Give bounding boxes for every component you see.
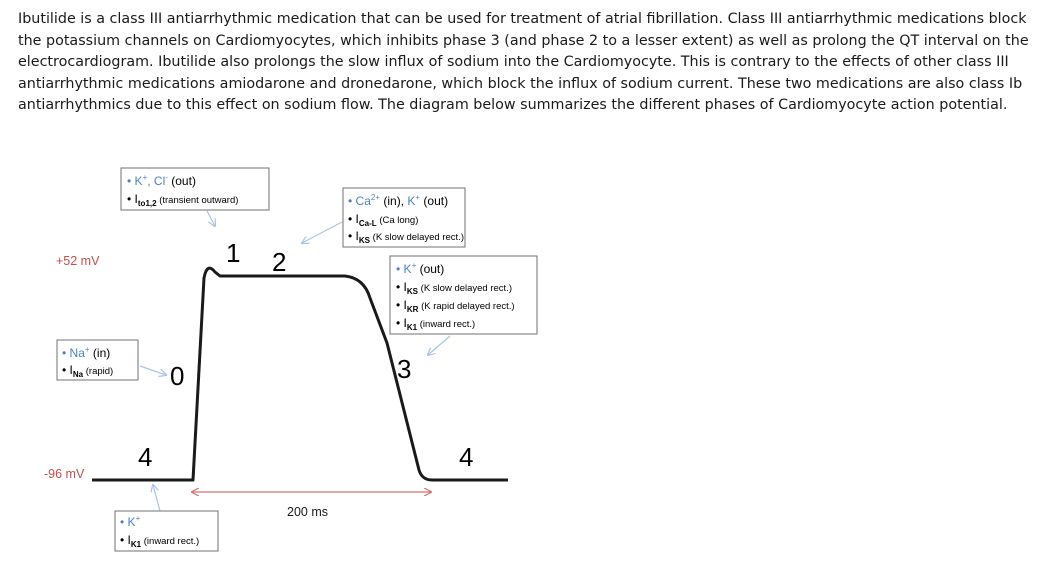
arrow-phase2 [302,222,342,243]
duration-label: 200 ms [287,505,328,519]
arrow-phase4 [153,485,160,511]
svg-text:• K+, Cl- (out): • K+, Cl- (out) [127,173,196,188]
svg-text:• INa (rapid): • $I_{Na}$ (rapid) [62,363,114,379]
svg-text:• IKS (K slow delayed rect.): • $I_{KS}$ (K slow delayed rect.) [348,229,464,245]
svg-text:• IK1 (inward rect.): • $I_{K1}$ (inward rect.) [396,316,476,332]
arrow-phase0 [140,366,166,375]
svg-text:• IKR (K rapid delayed rect.): • $I_{KR}$ (K rapid delayed rect.) [396,298,515,314]
phase-1-label: 1 [226,238,241,268]
phase-0-label: 0 [170,361,185,391]
arrow-phase3 [428,336,450,355]
voltage-top-label: +52 mV [56,254,100,268]
svg-text:• ICa-L (Ca long): • $I_{Ca-L}$ (Ca long) [348,212,419,228]
box-phase2 [343,188,465,247]
svg-text:• Na+ (in): • Na+ (in) [62,345,111,360]
svg-text:• K+: • K+ [120,514,141,529]
svg-text:• IK1 (inward rect.): • $I_{K1}$ (inward rect.) [120,533,200,549]
svg-text:• K+ (out): • K+ (out) [396,261,445,276]
phase-4-left-label: 4 [138,442,153,472]
intro-paragraph: Ibutilide is a class III antiarrhythmic medication that can be used for treatment of atrial fibrillation. Class III antiarrhythmic medications block the potassium channels on Cardiomyocytes, which inhibits phase 3 (and phase 2 to a lesser extent) as well as prolong the QT interval on the electrocardiogram. Ibutilide also prolongs the slow influx of sodium into the Cardiomyocyte. This is contrary to the effects of other class III antiarrhythmic medications amiodarone and dronedarone, which block the influx of sodium current. These two medications are also class Ib antiarrhythmics due to this effect on sodium flow. The diagram below summarizes the different phases of Cardiomyocyte action potential. [18,11,1029,114]
box-phase1 [121,168,269,210]
arrow-phase1 [207,211,215,226]
phase-4-right-label: 4 [459,442,474,472]
box-phase3 [390,256,537,334]
phase-2-label: 2 [272,247,287,277]
svg-text:• IKS (K slow delayed rect.): • $I_{KS}$ (K slow delayed rect.) [396,280,512,296]
box-phase0 [57,340,138,380]
svg-text:• Ito1,2 (transient outward): • $I_{to1,2}$ (transient outward) [127,192,239,208]
svg-text:• Ca2+ (in), K+ (out): • $Ca^{2+}$ (in), K+ (out) [348,193,449,208]
voltage-bottom-label: -96 mV [44,467,85,481]
phase-3-label: 3 [397,354,412,384]
box-phase4 [115,511,218,551]
